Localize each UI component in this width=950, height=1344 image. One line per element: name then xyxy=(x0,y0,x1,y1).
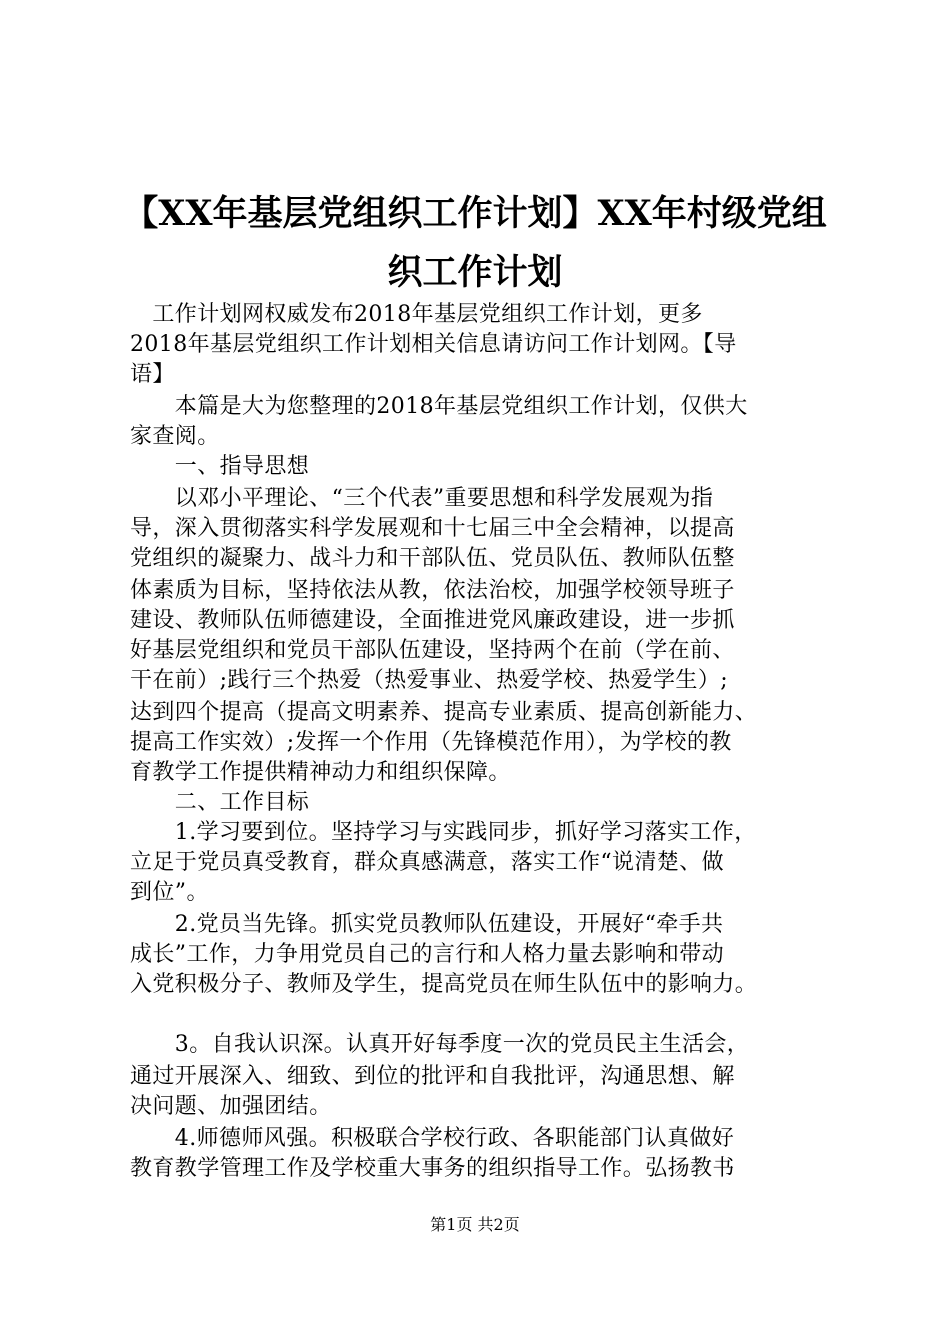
body-line: 本篇是大为您整理的2018年基层党组织工作计划，仅供大 xyxy=(130,394,748,419)
section-heading: 二、工作目标 xyxy=(130,790,310,815)
body-line: 通过开展深入、细致、到位的批评和自我批评，沟通思想、解 xyxy=(130,1064,735,1089)
body-line: 1.学习要到位。坚持学习与实践同步，抓好学习落实工作， xyxy=(130,820,757,845)
section-heading: 一、指导思想 xyxy=(130,454,310,479)
document-title-line-2: 织工作计划 xyxy=(387,252,563,293)
body-line: 立足于党员真受教育，群众真感满意，落实工作“说清楚、做 xyxy=(130,850,725,875)
body-line: 党组织的凝聚力、战斗力和干部队伍、党员队伍、教师队伍整 xyxy=(130,546,735,571)
body-line: 语】 xyxy=(130,362,175,387)
body-line: 工作计划网权威发布2018年基层党组织工作计划，更多 xyxy=(130,302,703,327)
body-line: 达到四个提高（提高文明素养、提高专业素质、提高创新能力、 xyxy=(130,700,758,725)
document-title-line-1: 【XX年基层党组织工作计划】XX年村级党组 xyxy=(123,193,827,234)
body-line: 4.师德师风强。积极联合学校行政、各职能部门认真做好 xyxy=(130,1126,735,1151)
body-line: 干在前）;践行三个热爱（热爱事业、热爱学校、热爱学生）; xyxy=(130,668,729,693)
page-indicator: 第1页 共2页 xyxy=(430,1215,520,1234)
body-line: 教育教学管理工作及学校重大事务的组织指导工作。弘扬教书 xyxy=(130,1156,735,1181)
body-line: 导，深入贯彻落实科学发展观和十七届三中全会精神，以提高 xyxy=(130,516,735,541)
body-line: 入党积极分子、教师及学生，提高党员在师生队伍中的影响力。 xyxy=(130,972,758,997)
body-line: 3。自我认识深。认真开好每季度一次的党员民主生活会， xyxy=(130,1032,750,1057)
body-line: 建设、教师队伍师德建设，全面推进党风廉政建设，进一步抓 xyxy=(130,608,735,633)
body-line: 2.党员当先锋。抓实党员教师队伍建设，开展好“牵手共 xyxy=(130,912,724,937)
body-line: 育教学工作提供精神动力和组织保障。 xyxy=(130,760,511,785)
body-line: 好基层党组织和党员干部队伍建设，坚持两个在前（学在前、 xyxy=(130,638,735,663)
body-line: 决问题、加强团结。 xyxy=(130,1094,332,1119)
body-line: 2018年基层党组织工作计划相关信息请访问工作计划网。【导 xyxy=(130,332,737,357)
body-line: 提高工作实效）;发挥一个作用（先锋模范作用），为学校的教 xyxy=(130,730,732,755)
body-line: 以邓小平理论、“三个代表”重要思想和科学发展观为指 xyxy=(130,486,714,511)
body-line: 体素质为目标，坚持依法从教，依法治校，加强学校领导班子 xyxy=(130,578,735,603)
body-line: 家查阅。 xyxy=(130,424,220,449)
body-line: 到位”。 xyxy=(130,880,209,905)
body-line: 成长”工作，力争用党员自己的言行和人格力量去影响和带动 xyxy=(130,942,725,967)
